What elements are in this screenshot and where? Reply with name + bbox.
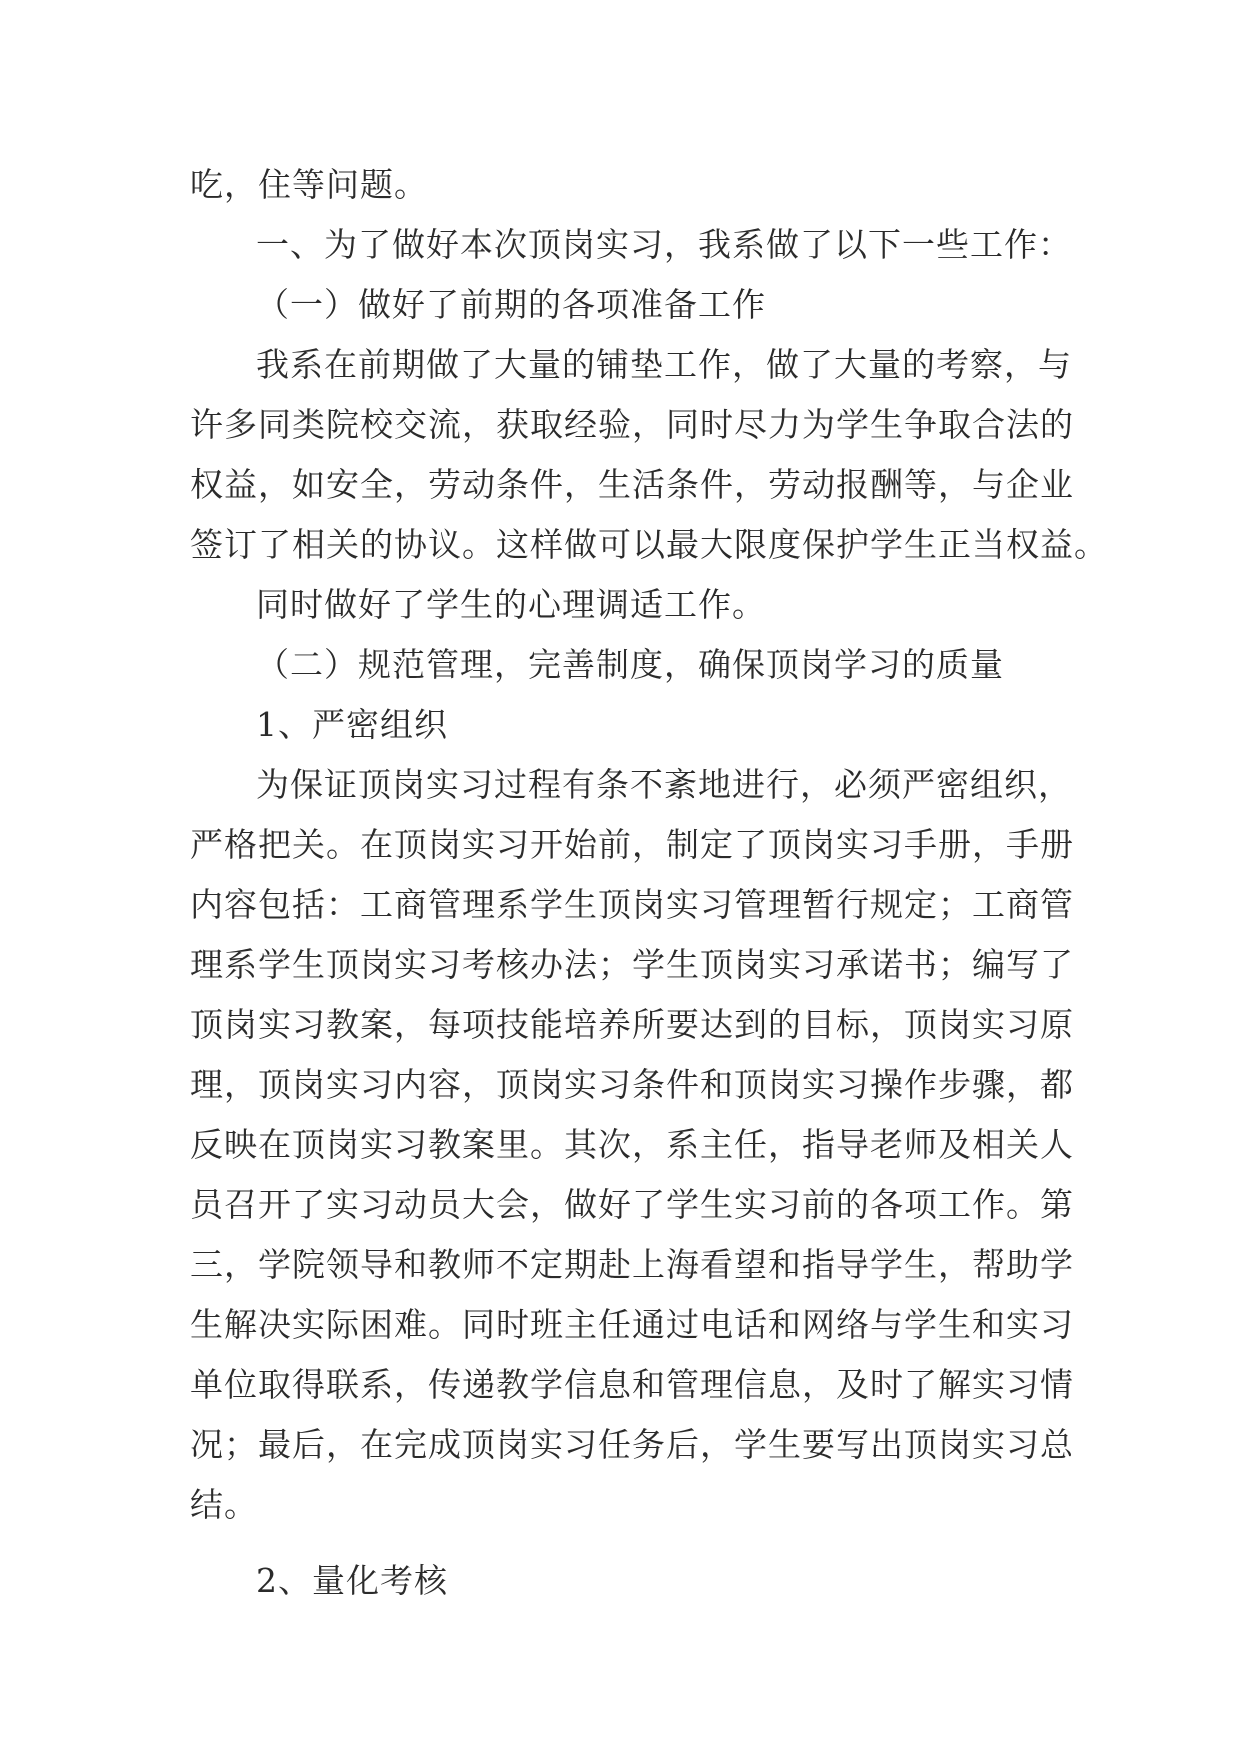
text-line: 顶岗实习教案，每项技能培养所要达到的目标，顶岗实习原 (190, 1005, 1074, 1044)
text-line: 结。 (190, 1485, 258, 1524)
text-line: 反映在顶岗实习教案里。其次，系主任，指导老师及相关人 (190, 1125, 1074, 1164)
document-body (190, 155, 1108, 1611)
subsection-heading: （一）做好了前期的各项准备工作 (256, 285, 766, 324)
text-line: 理系学生顶岗实习考核办法；学生顶岗实习承诺书；编写了 (190, 945, 1074, 984)
text-line: 吃，住等问题。 (190, 165, 428, 204)
text-line: 严格把关。在顶岗实习开始前，制定了顶岗实习手册，手册 (190, 825, 1074, 864)
text-line: 况；最后，在完成顶岗实习任务后，学生要写出顶岗实习总 (190, 1425, 1074, 1464)
text-line: 单位取得联系，传递教学信息和管理信息，及时了解实习情 (190, 1365, 1074, 1404)
text-line: 三，学院领导和教师不定期赴上海看望和指导学生，帮助学 (190, 1245, 1074, 1284)
item-heading: 1、严密组织 (256, 705, 448, 744)
section-heading: 一、为了做好本次顶岗实习，我系做了以下一些工作： (256, 225, 1072, 264)
text-line: 为保证顶岗实习过程有条不紊地进行，必须严密组织， (256, 765, 1072, 804)
paragraph-gap (190, 1535, 1060, 1551)
text-line: 权益，如安全，劳动条件，生活条件，劳动报酬等，与企业 (190, 465, 1074, 504)
item-heading: 2、量化考核 (256, 1561, 448, 1600)
text-line: 生解决实际困难。同时班主任通过电话和网络与学生和实习 (190, 1305, 1074, 1344)
text-line: 理，顶岗实习内容，顶岗实习条件和顶岗实习操作步骤，都 (190, 1065, 1074, 1104)
text-line: 我系在前期做了大量的铺垫工作，做了大量的考察，与 (256, 345, 1072, 384)
text-line: 同时做好了学生的心理调适工作。 (256, 585, 766, 624)
text-line: 许多同类院校交流，获取经验，同时尽力为学生争取合法的 (190, 405, 1074, 444)
text-line: 员召开了实习动员大会，做好了学生实习前的各项工作。第 (190, 1185, 1074, 1224)
subsection-heading: （二）规范管理，完善制度，确保顶岗学习的质量 (256, 645, 1004, 684)
text-line: 签订了相关的协议。这样做可以最大限度保护学生正当权益。 (190, 525, 1108, 564)
text-line: 内容包括：工商管理系学生顶岗实习管理暂行规定；工商管 (190, 885, 1074, 924)
